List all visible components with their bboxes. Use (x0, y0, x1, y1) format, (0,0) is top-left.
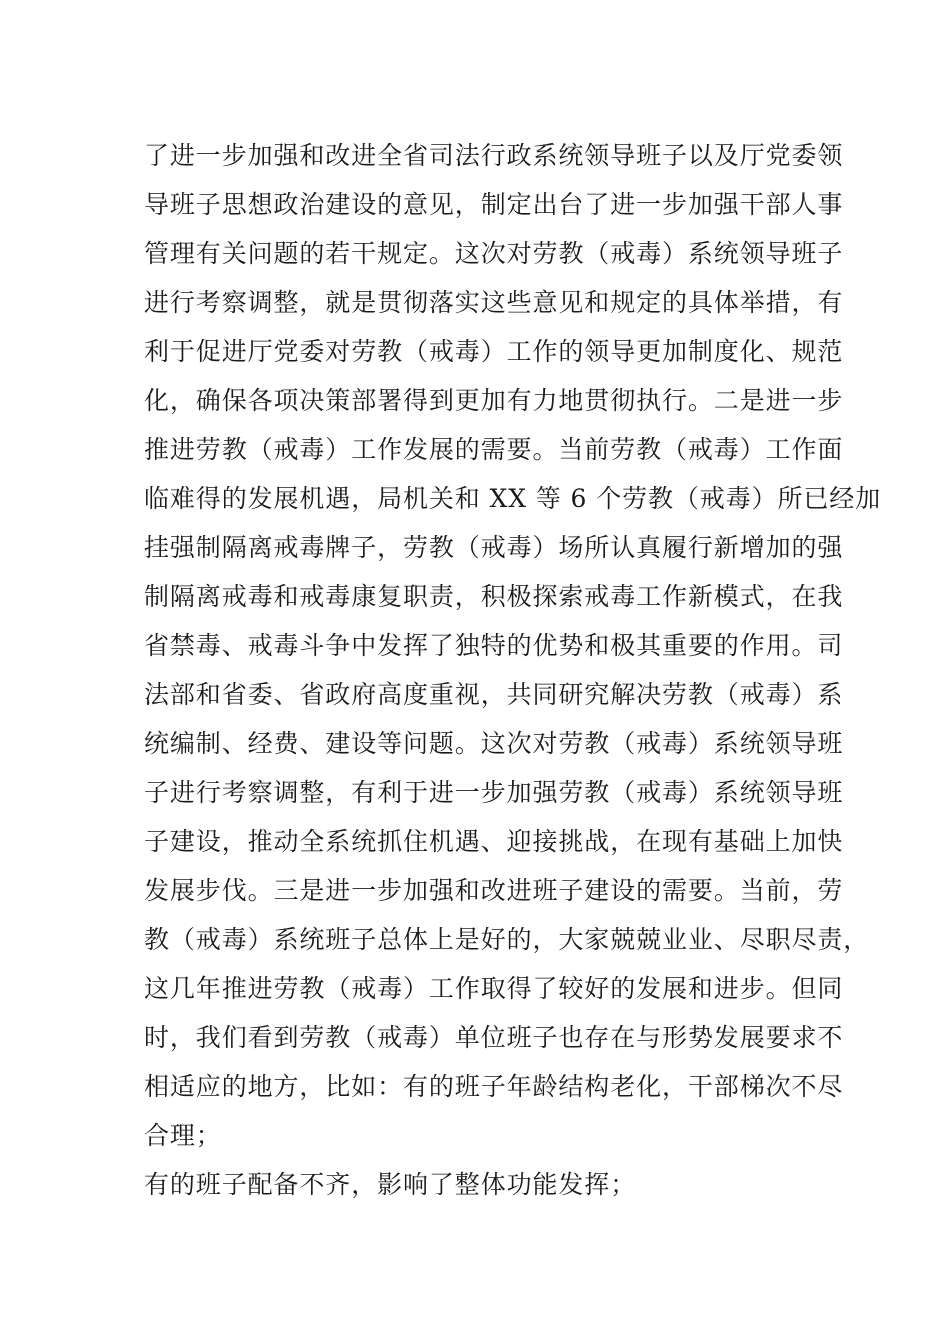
body-text (144, 131, 882, 1209)
text-line: 管理有关问题的若干规定。这次对劳教（戒毒）系统领导班子 (144, 239, 844, 268)
text-line: 相适应的地方，比如：有的班子年龄结构老化，干部梯次不尽 (144, 1072, 844, 1101)
text-line: 了进一步加强和改进全省司法行政系统领导班子以及厅党委领 (144, 141, 844, 170)
text-line: 子建设，推动全系统抓住机遇、迎接挑战，在现有基础上加快 (144, 827, 844, 856)
text-line: 导班子思想政治建设的意见，制定出台了进一步加强干部人事 (144, 190, 844, 219)
text-line: 统编制、经费、建设等问题。这次对劳教（戒毒）系统领导班 (144, 729, 844, 758)
text-line: 挂强制隔离戒毒牌子，劳教（戒毒）场所认真履行新增加的强 (144, 533, 844, 562)
text-line: 发展步伐。三是进一步加强和改进班子建设的需要。当前，劳 (144, 876, 844, 905)
text-line: 合理； (144, 1121, 222, 1150)
text-line: 时，我们看到劳教（戒毒）单位班子也存在与形势发展要求不 (144, 1023, 844, 1052)
text-line: 临难得的发展机遇，局机关和 XX 等 6 个劳教（戒毒）所已经加 (144, 484, 882, 513)
text-line: 有的班子配备不齐，影响了整体功能发挥； (144, 1170, 637, 1199)
text-line: 省禁毒、戒毒斗争中发挥了独特的优势和极其重要的作用。司 (144, 631, 844, 660)
text-line: 制隔离戒毒和戒毒康复职责，积极探索戒毒工作新模式，在我 (144, 582, 844, 611)
text-line: 化，确保各项决策部署得到更加有力地贯彻执行。二是进一步 (144, 386, 844, 415)
text-line: 教（戒毒）系统班子总体上是好的，大家兢兢业业、尽职尽责， (144, 925, 870, 954)
text-line: 法部和省委、省政府高度重视，共同研究解决劳教（戒毒）系 (144, 680, 844, 709)
text-line: 子进行考察调整，有利于进一步加强劳教（戒毒）系统领导班 (144, 778, 844, 807)
text-line: 进行考察调整，就是贯彻落实这些意见和规定的具体举措，有 (144, 288, 844, 317)
text-line: 推进劳教（戒毒）工作发展的需要。当前劳教（戒毒）工作面 (144, 435, 844, 464)
text-line: 利于促进厅党委对劳教（戒毒）工作的领导更加制度化、规范 (144, 337, 844, 366)
text-line: 这几年推进劳教（戒毒）工作取得了较好的发展和进步。但同 (144, 974, 844, 1003)
